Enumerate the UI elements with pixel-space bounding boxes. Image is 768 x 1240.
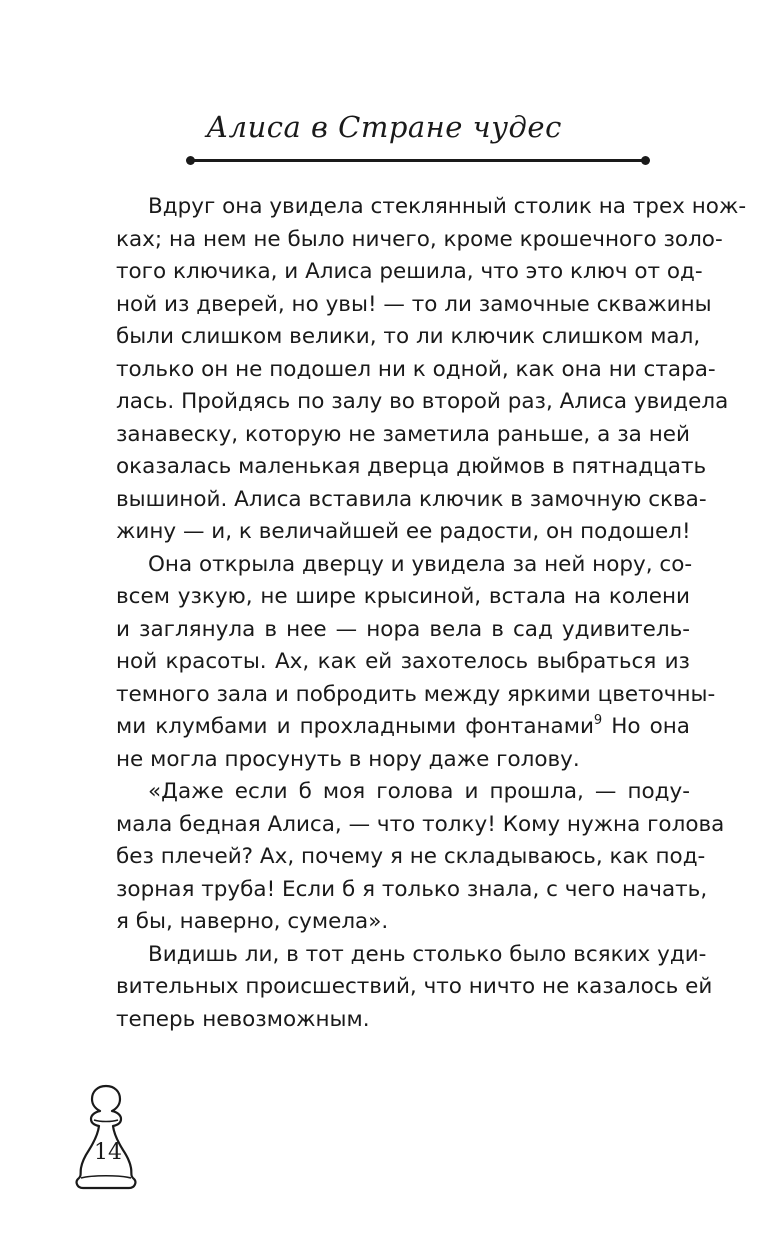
running-title: Алиса в Стране чудес: [206, 110, 562, 144]
text-line: без плечей? Ах, почему я не складываюсь, как под-: [116, 844, 706, 869]
text-line: только он не подошел ни к одной, как она ни стара-: [116, 356, 716, 382]
text-line: ной из дверей, но увы! — то ли замочные скважины: [116, 291, 712, 317]
text-line: Видишь ли, в тот день столько было всяких уди-: [148, 941, 707, 967]
text-line: были слишком велики, то ли ключик слишком мал,: [116, 324, 701, 349]
text-line: Вдруг она увидела стеклянный столик на трех нож-: [148, 194, 747, 219]
text-fragment: Но она: [602, 714, 690, 739]
divider-line: [190, 159, 646, 162]
text-line: Она открыла дверцу и увидела за ней нору, со-: [148, 551, 693, 577]
text-line: «Даже если б моя голова и прошла, — поду-: [148, 779, 690, 804]
text-fragment: ми клумбами и прохладными фонтанами: [116, 714, 594, 739]
text-line: я бы, наверно, сумела».: [116, 909, 389, 934]
page-marker: [72, 1082, 140, 1194]
paragraph-3: [116, 776, 725, 939]
text-line: занавеску, которую не заметила раньше, а за ней: [116, 421, 690, 447]
text-line: того ключика, и Алиса решила, что это ключ от од-: [116, 259, 703, 284]
text-line: всем узкую, не шире крысиной, встала на колени: [116, 584, 690, 609]
text-line: оказалась маленькая дверца дюймов в пятнадцать: [116, 454, 707, 479]
text-line: зорная труба! Если б я только знала, с чего начать,: [116, 876, 708, 902]
paragraph-2: [116, 549, 716, 777]
footnote-ref[interactable]: 9: [593, 713, 603, 728]
paragraph-4: [116, 939, 713, 1037]
text-line: вительных происшествий, что ничто не казалось ей: [116, 974, 713, 999]
page-number: 14: [94, 1140, 122, 1165]
divider-right-dot: [641, 156, 650, 165]
text-line: и заглянула в нее — нора вела в сад удивитель-: [116, 616, 690, 642]
text-line: темного зала и побродить между яркими цветочны-: [116, 681, 716, 707]
text-line: не могла просунуть в нору даже голову.: [116, 746, 580, 772]
text-line-with-footnote: [116, 711, 690, 744]
text-line: мала бедная Алиса, — что толку! Кому нужна голова: [116, 811, 725, 837]
text-line: вышиной. Алиса вставила ключик в замочную сква-: [116, 486, 707, 512]
text-line: лась. Пройдясь по залу во второй раз, Алиса увидела: [116, 389, 729, 414]
text-line: теперь невозможным.: [116, 1006, 370, 1032]
text-line: ках; на нем не было ничего, кроме крошечного золо-: [116, 226, 723, 252]
text-line: жину — и, к величайшей ее радости, он подошел!: [116, 519, 691, 544]
text-line: ной красоты. Ах, как ей захотелось выбраться из: [116, 649, 690, 674]
paragraph-1: [116, 191, 747, 549]
text-body: [116, 191, 747, 1036]
chess-pawn-icon: [72, 1082, 140, 1194]
header-divider: [186, 156, 650, 164]
